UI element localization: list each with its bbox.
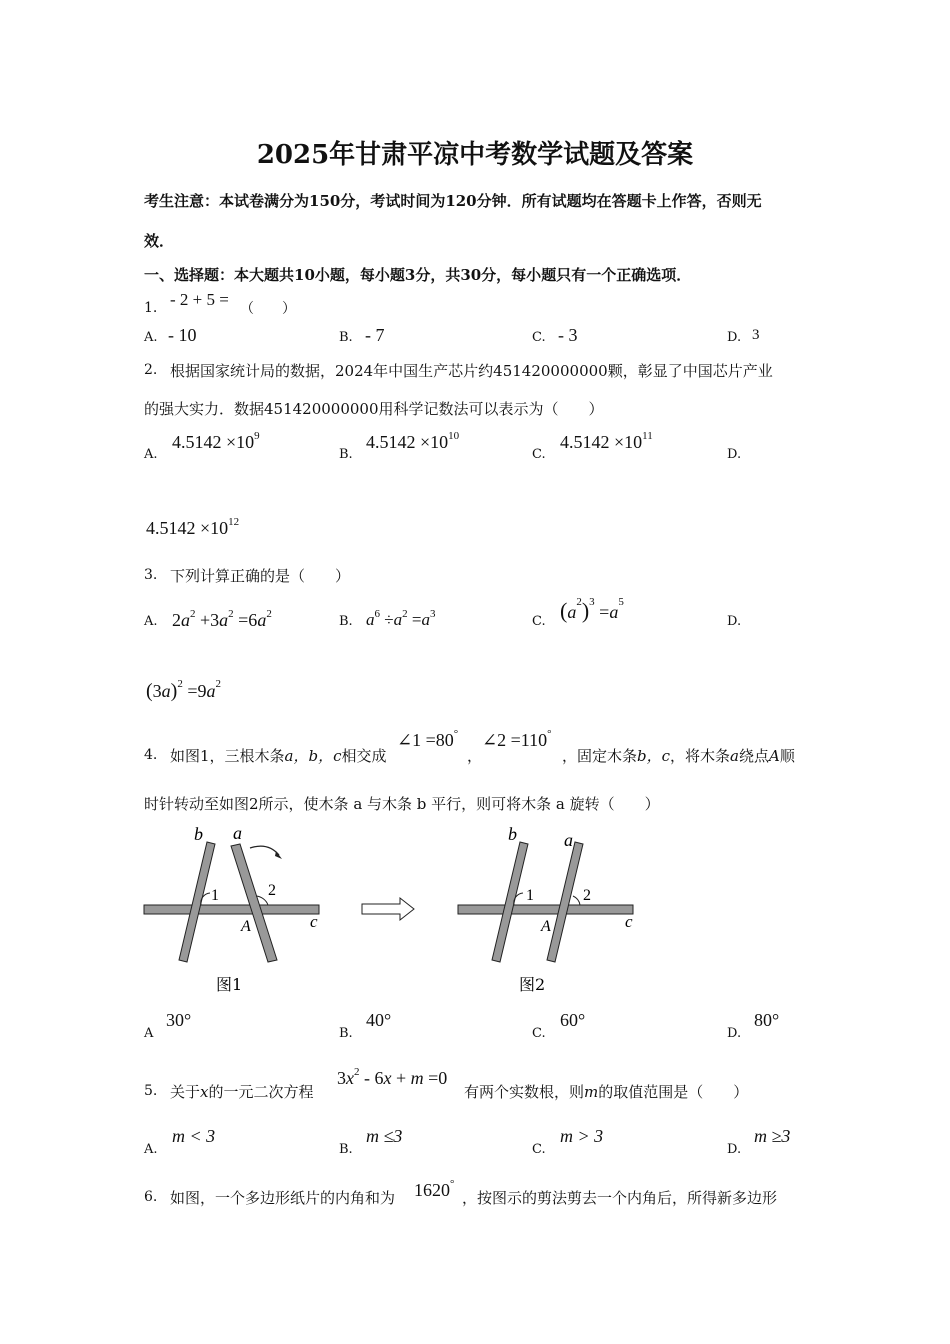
question-4-number: 4. xyxy=(144,747,158,763)
q4-option-d-letter: D. xyxy=(727,1026,742,1041)
q3-option-d-letter: D. xyxy=(727,614,742,629)
fig1-label-b: b xyxy=(194,824,203,844)
q3-option-d-expression: $(3a)^2 =9a^2$ xyxy=(146,678,221,702)
figure-1 xyxy=(144,823,319,994)
question-5-stem-start: 关于x的一元二次方程 xyxy=(170,1083,314,1101)
q4-option-c-letter: C. xyxy=(532,1026,546,1041)
section-heading: 一、选择题：本大题共10小题，每小题3分，共30分，每小题只有一个正确选项． xyxy=(144,266,692,284)
fig2-caption: 图2 xyxy=(519,975,546,994)
fig1-stick-a xyxy=(231,844,277,962)
fig1-stick-b xyxy=(179,842,215,962)
q3-option-a-letter: A. xyxy=(144,614,158,629)
q1-option-b-letter: B. xyxy=(339,330,353,345)
question-2-line2: 的强大实力．数据451420000000用科学记数法可以表示为（ ） xyxy=(144,400,604,418)
fig2-stick-b xyxy=(492,842,528,962)
q1-option-c-value: - 3 xyxy=(558,325,578,345)
q2-option-d-value: $4.5142 \times 10^{12}$ xyxy=(146,516,240,538)
q3-option-b-letter: B. xyxy=(339,614,353,629)
question-4-line1-rest: ，固定木条b，c，将木条a绕点A顺 xyxy=(562,747,795,765)
q3-option-c-expression: $(a^2)^3 =a^5$ xyxy=(560,596,624,623)
question-6-number: 6. xyxy=(144,1189,158,1205)
question-6-stem-end: ，按图示的剪法剪去一个内角后，所得新多边形 xyxy=(462,1189,778,1207)
q5-option-a-letter: A. xyxy=(144,1142,158,1157)
q4-option-d-value: 80° xyxy=(754,1010,780,1030)
question-4-comma: ， xyxy=(467,747,483,765)
q1-option-a-letter: A. xyxy=(144,330,158,345)
q4-option-b-letter: B. xyxy=(339,1026,353,1041)
question-4-angle2: ∠2 =110° xyxy=(482,728,552,750)
q2-option-a-value: $4.5142 \times 10^9$ xyxy=(172,430,260,452)
fig1-rotation-arrow xyxy=(250,846,279,855)
fig2-angle2-arc xyxy=(573,896,580,905)
q5-option-c-value: m > 3 xyxy=(560,1126,604,1146)
question-1-number: 1. xyxy=(144,300,158,316)
q1-option-a-value: - 10 xyxy=(168,325,197,345)
fig2-label-c: c xyxy=(625,912,633,931)
fig2-label-2: 2 xyxy=(583,887,591,904)
figure-2 xyxy=(458,824,633,994)
fig2-label-b: b xyxy=(508,824,517,844)
question-3-number: 3. xyxy=(144,567,158,583)
q2-option-b-letter: B. xyxy=(339,447,353,462)
q5-option-a-value: m < 3 xyxy=(172,1126,216,1146)
exam-notice-line1: 考生注意：本试卷满分为150分，考试时间为120分钟．所有试题均在答题卡上作答，否则无 xyxy=(144,192,762,210)
fig2-stick-c xyxy=(458,905,633,914)
q1-option-b-value: - 7 xyxy=(365,325,385,345)
question-2-line1: 根据国家统计局的数据，2024年中国生产芯片约451420000000颗，彰显了中国芯片产业 xyxy=(170,362,773,380)
fig1-stick-c xyxy=(144,905,319,914)
page-title: 2025年甘肃平凉中考数学试题及答案 xyxy=(256,140,694,170)
fig1-label-A: A xyxy=(241,918,251,935)
fig1-label-1: 1 xyxy=(211,887,219,904)
q2-option-d-letter: D. xyxy=(727,447,742,462)
fig2-label-1: 1 xyxy=(526,887,534,904)
transition-arrow-icon xyxy=(362,898,414,920)
question-4-line1: 如图1，三根木条a，b，c相交成 xyxy=(170,747,387,765)
question-3-stem: 下列计算正确的是（ ） xyxy=(170,567,351,585)
question-5-number: 5. xyxy=(144,1083,158,1099)
q1-option-d-letter: D. xyxy=(727,330,742,345)
q2-option-b-value: $4.5142 \times 10^{10}$ xyxy=(366,430,460,452)
question-5-equation: $3x^2 - 6x + m =0$ xyxy=(337,1066,448,1088)
q5-option-d-letter: D. xyxy=(727,1142,742,1157)
fig2-stick-a xyxy=(547,842,583,962)
q4-option-a-letter: A xyxy=(144,1026,154,1041)
q2-option-c-value: $4.5142 \times 10^{11}$ xyxy=(560,430,653,452)
fig2-label-A: A xyxy=(541,918,551,935)
fig1-arrowhead xyxy=(275,851,282,859)
question-1-paren: （ ） xyxy=(240,301,296,317)
question-4-line2: 时针转动至如图2所示，使木条 a 与木条 b 平行，则可将木条 a 旋转（ ） xyxy=(144,795,660,813)
question-5-stem-end: 有两个实数根，则m的取值范围是（ ） xyxy=(464,1083,749,1101)
q3-option-b-expression: $a^6 \div a^2 =a^3$ xyxy=(366,608,436,629)
q5-option-d-value: m ≥3 xyxy=(754,1126,791,1146)
q2-option-a-letter: A. xyxy=(144,447,158,462)
question-6-stem-start: 如图，一个多边形纸片的内角和为 xyxy=(170,1189,396,1207)
question-2-number: 2. xyxy=(144,362,158,378)
question-4-angle1: ∠1 =80° xyxy=(397,728,459,750)
q1-option-d-value: 3 xyxy=(752,327,760,343)
fig1-label-a: a xyxy=(233,823,242,843)
q5-option-b-value: m ≤3 xyxy=(366,1126,403,1146)
fig1-caption: 图1 xyxy=(216,975,243,994)
exam-notice-line2: 效． xyxy=(144,232,175,250)
q2-option-c-letter: C. xyxy=(532,447,546,462)
question-6-value: 1620° xyxy=(414,1178,455,1200)
fig1-label-2: 2 xyxy=(268,882,276,899)
q1-option-c-letter: C. xyxy=(532,330,546,345)
q3-option-a-expression: $2a^2 +3a^2 =6a^2$ xyxy=(172,608,272,630)
q3-option-c-letter: C. xyxy=(532,614,546,629)
fig1-label-c: c xyxy=(310,912,318,931)
q4-option-c-value: 60° xyxy=(560,1010,586,1030)
q5-option-b-letter: B. xyxy=(339,1142,353,1157)
q5-option-c-letter: C. xyxy=(532,1142,546,1157)
q4-option-b-value: 40° xyxy=(366,1010,392,1030)
question-1-expression: - 2 + 5 = xyxy=(170,290,229,309)
q4-option-a-value: 30° xyxy=(166,1010,192,1030)
fig2-label-a: a xyxy=(564,830,573,850)
